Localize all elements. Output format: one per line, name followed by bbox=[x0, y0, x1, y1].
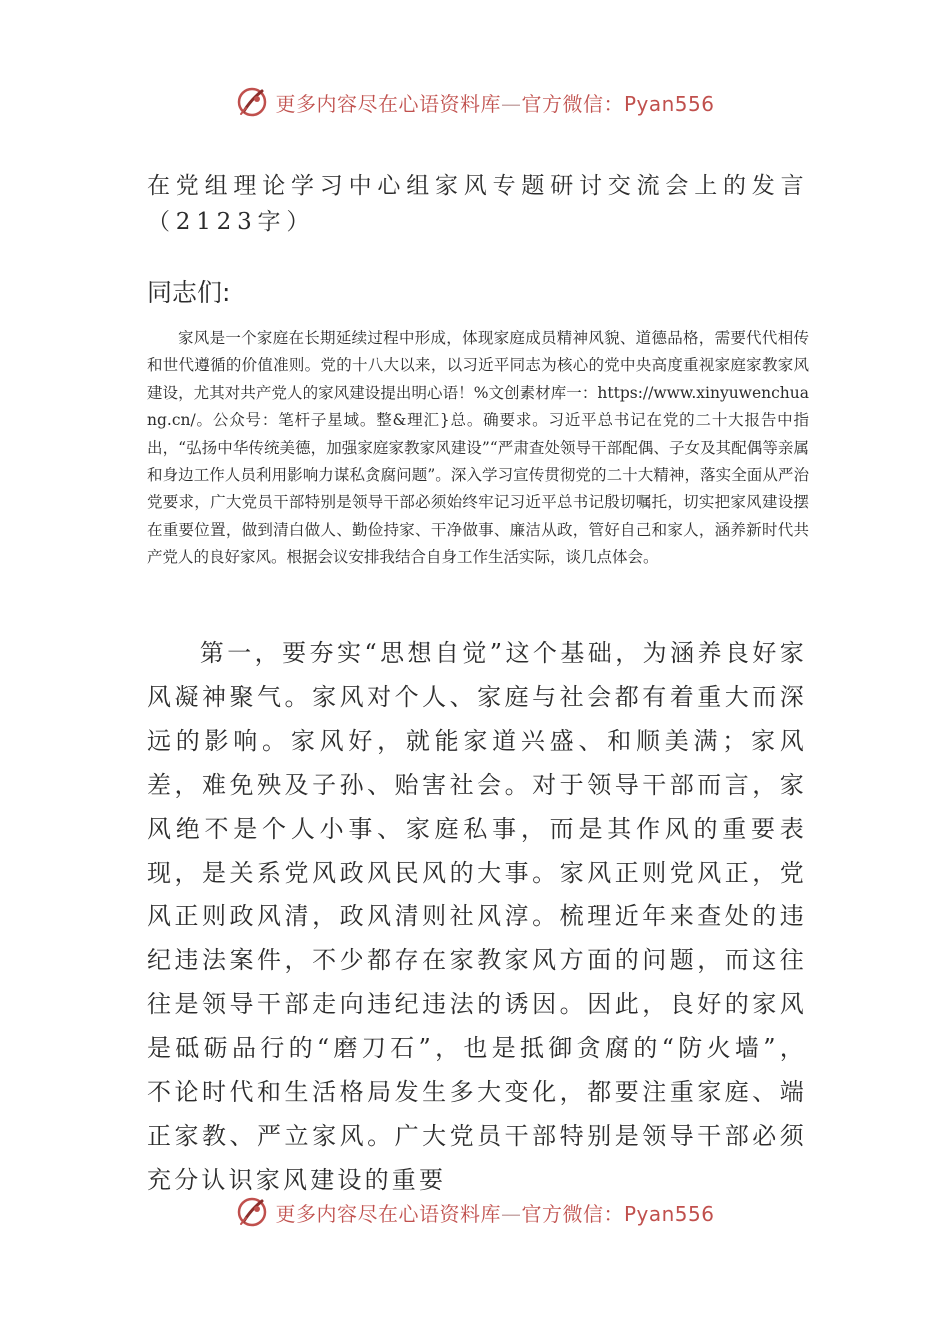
banner-contact: 官方微信：Pyan556 bbox=[521, 91, 715, 116]
banner-text bbox=[275, 88, 714, 117]
document-title: 在党组理论学习中心组家风专题研讨交流会上的发言（2123字） bbox=[147, 173, 810, 235]
watermark-banner-bottom bbox=[0, 1190, 950, 1234]
banner-separator: — bbox=[500, 91, 522, 116]
brush-logo-icon bbox=[235, 85, 269, 119]
banner-contact: 官方微信：Pyan556 bbox=[521, 1201, 715, 1226]
banner-library-name: 更多内容尽在心语资料库 bbox=[275, 1201, 501, 1226]
banner-text bbox=[275, 1198, 714, 1227]
intro-paragraph: 家风是一个家庭在长期延续过程中形成，体现家庭成员精神风貌、道德品格，需要代代相传和世代遵循的价值准则。党的十八大以来，以习近平同志为核心的党中央高度重视家庭家教家风建设，尤其对共产党人的家风建设提出明心语！%文创素材库一：https://www.xinyuwenchuang.cn/。公众号：笔杆子星域。整&理汇}总。确要求。习近平总书记在党的二十大报告中指出，“弘扬中华传统美德，加强家庭家教家风建设”“严肃查处领导干部配偶、子女及其配偶等亲属和身边工作人员利用影响力谋私贪腐问题”。深入学习宣传贯彻党的二十大精神，落实全面从严治党要求，广大党员干部特别是领导干部必须始终牢记习近平总书记殷切嘱托，切实把家风建设摆在重要位置，做到清白做人、勤俭持家、干净做事、廉洁从政，管好自己和家人，涵养新时代共产党人的良好家风。根据会议安排我结合自身工作生活实际，谈几点体会。 bbox=[147, 329, 809, 567]
body-paragraph-1: 第一，要夯实“思想自觉”这个基础，为涵养良好家风凝神聚气。家风对个人、家庭与社会都有着重大而深远的影响。家风好，就能家道兴盛、和顺美满；家风差，难免殃及子孙、贻害社会。对于领导干部而言，家风绝不是个人小事、家庭私事，而是其作风的重要表现，是关系党风政风民风的大事。家风正则党风正，党风正则政风清，政风清则社风淳。梳理近年来查处的违纪违法案件，不少都存在家教家风方面的问题，而这往往是领导干部走向违纪违法的诱因。因此，良好的家风是砥砺品行的“磨刀石”，也是抵御贪腐的“防火墙”，不论时代和生活格局发生多大变化，都要注重家庭、端正家教、严立家风。广大党员干部特别是领导干部必须充分认识家风建设的重要 bbox=[147, 639, 807, 1194]
brush-logo-icon bbox=[235, 1195, 269, 1229]
watermark-banner-top bbox=[0, 80, 950, 124]
salutation: 同志们: bbox=[147, 278, 231, 307]
banner-library-name: 更多内容尽在心语资料库 bbox=[275, 91, 501, 116]
banner-separator: — bbox=[500, 1201, 522, 1226]
